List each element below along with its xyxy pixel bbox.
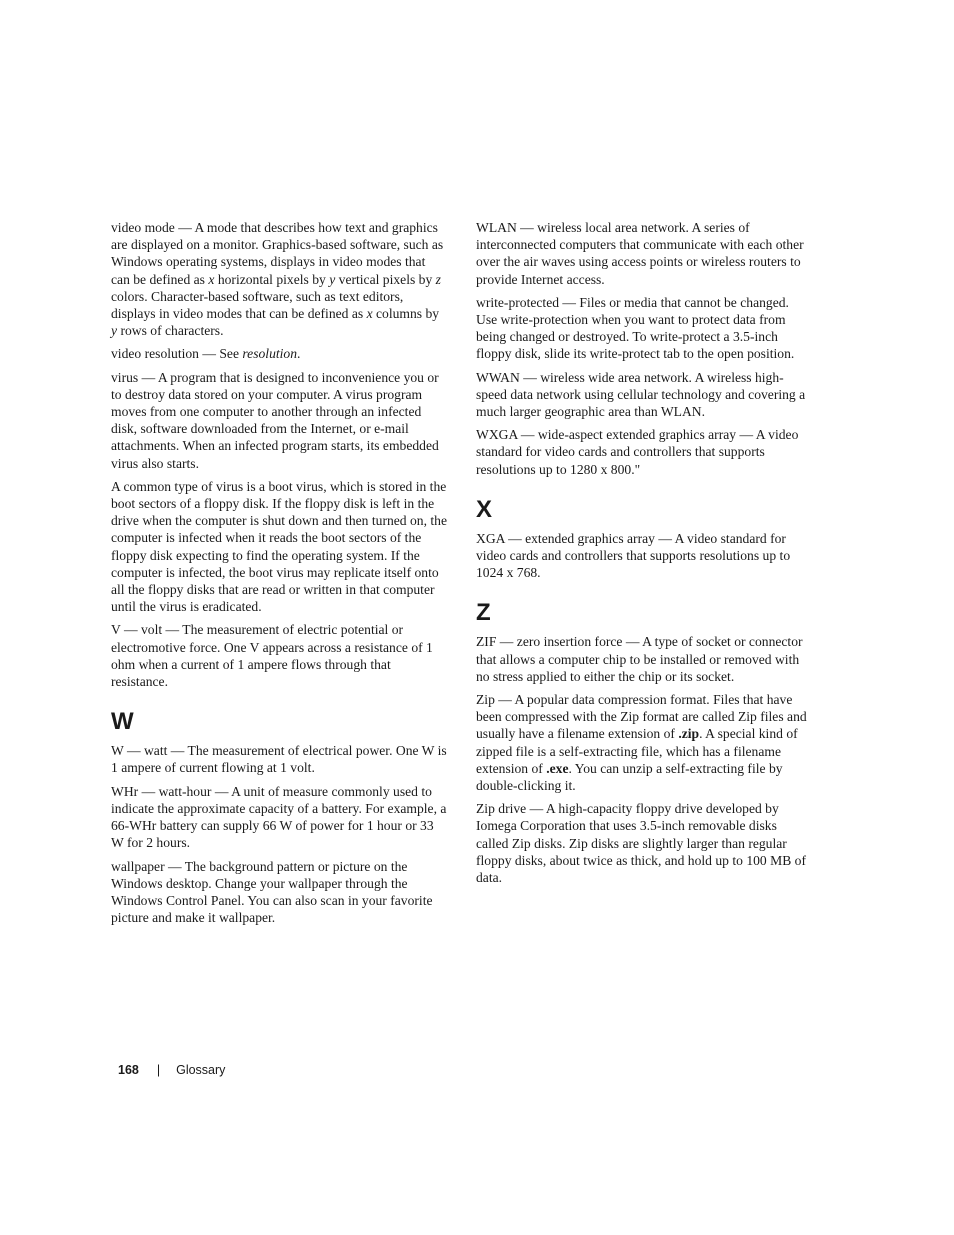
entry-zip (476, 691, 812, 794)
entry-wallpaper (111, 858, 447, 927)
footer-separator: | (156, 1063, 161, 1077)
variable-x: x (208, 271, 215, 287)
variable-z: z (435, 271, 441, 287)
entry-v (111, 621, 447, 690)
right-column (476, 219, 812, 892)
definition-text: . (297, 346, 301, 362)
entry-virus-paragraph-2: A common type of virus is a boot virus, which is stored in the boot sectors of a floppy disk. If the floppy disk is left in the drive when the computer is shut down and then turned on, the computer is infected when it reads the boot sectors of the floppy disk expecting to find the operating system. If the computer is infected, the boot virus may replicate itself onto all the floppy disks that are read or written in that computer until the virus is eradicated. (111, 478, 447, 615)
entry-whr (111, 783, 447, 852)
term-wallpaper: wallpaper (111, 858, 165, 874)
term-virus: virus (111, 369, 139, 385)
definition-text: — Files or media that cannot be changed. Use write-protection when you want to protect data from being changed or destroyed. To write-protect a 3.5-inch floppy disk, slide its write-protect tab to the open position. (476, 294, 795, 362)
file-extension-zip: .zip (678, 726, 700, 742)
file-extension-exe: .exe (546, 760, 569, 776)
term-wxga: WXGA (476, 427, 518, 443)
entry-video-mode (111, 219, 447, 339)
section-heading-w: W (111, 708, 134, 736)
definition-text: — extended graphics array — A video standard for video cards and controllers that supports resolutions up to 1024 x 768. (476, 530, 791, 581)
term-w: W (111, 743, 124, 759)
definition-text: — A program that is designed to inconvenience you or to destroy data stored on your computer. A virus program moves from one computer to another through an infected disk, software downloaded from the Internet, or e-mail attachments. When an infected program starts, its embedded virus also starts. (111, 369, 439, 471)
entry-video-resolution (111, 345, 447, 362)
definition-text: colors. Character-based software, such as text editors, displays in video modes that can be defined as (111, 288, 404, 322)
definition-text: — wireless wide area network. A wireless high-speed data network using cellular technology and covering a much larger geographic area than WLAN. (476, 369, 806, 420)
page-number: 168 (118, 1063, 139, 1077)
term-video-resolution: video resolution (111, 346, 199, 362)
variable-y: y (111, 323, 118, 339)
definition-text: — The background pattern or picture on the Windows desktop. Change your wallpaper through the Windows Control Panel. You can also scan in your favorite picture and make it wallpaper. (111, 858, 433, 926)
definition-text: — A mode that describes how text and graphics are displayed on a monitor. Graphics-based software, such as Windows operating systems, displays in video modes that can be defined as (111, 220, 444, 287)
definition-text: — wide-aspect extended graphics array — A video standard for video cards and controllers that supports resolutions up to 1280 x 800." (476, 427, 799, 477)
definition-text: — watt — The measurement of electrical power. One W is 1 ampere of current flowing at 1 volt. (111, 743, 447, 776)
definition-text: horizontal pixels by (214, 271, 330, 287)
entry-wlan (476, 219, 812, 288)
term-zip-drive: Zip drive (476, 801, 527, 817)
entry-zip-drive (476, 800, 812, 886)
variable-y: y (329, 271, 336, 287)
definition-text: — watt-hour — A unit of measure commonly used to indicate the approximate capacity of a battery. For example, a 66-WHr battery can supply 66 W of power for 1 hour or 33 W for 2 hours. (111, 783, 447, 851)
term-v: V (111, 622, 121, 638)
definition-text: rows of characters. (117, 323, 224, 339)
cross-reference: resolution (242, 346, 298, 362)
definition-text: vertical pixels by (335, 271, 436, 287)
term-xga: XGA (476, 530, 505, 546)
definition-text: — A popular data compression format. Files that have been compressed with the Zip format are called Zip files and usually have a filename extension of (476, 692, 807, 742)
entry-wxga (476, 426, 812, 478)
term-whr: WHr (111, 783, 139, 799)
entry-zif (476, 633, 812, 685)
definition-text: . You can unzip a self-extracting file by double-clicking it. (476, 760, 783, 794)
term-zif: ZIF (476, 634, 497, 650)
term-wlan: WLAN (476, 220, 517, 235)
section-heading-x: X (476, 495, 493, 523)
definition-text: — volt — The measurement of electric potential or electromotive force. One V appears across a resistance of 1 ohm when a current of 1 ampere flows through that resistance. (111, 622, 433, 690)
entry-write-protected (476, 294, 812, 363)
definition-text: — A high-capacity floppy drive developed by Iomega Corporation that uses 3.5-inch removable disks called Zip disks. Zip disks are slightly larger than regular floppy disks, about twice as thick, and hold up to 100 MB of data. (476, 801, 806, 886)
footer-section-title: Glossary (176, 1063, 226, 1077)
definition-text: — zero insertion force — A type of socket or connector that allows a computer chip to be installed or removed with no stress applied to either the chip or its socket. (476, 634, 803, 684)
term-video-mode: video mode (111, 220, 175, 235)
entry-xga (476, 530, 812, 582)
left-column (111, 219, 447, 932)
definition-text: — wireless local area network. A series of interconnected computers that communicate with each other over the air waves using access points or wireless routers to provide Internet access. (476, 220, 804, 287)
definition-text: — See (198, 346, 243, 362)
term-write-protected: write-protected (476, 294, 560, 310)
entry-virus (111, 369, 447, 472)
page-footer (118, 1061, 225, 1079)
section-heading-z: Z (476, 599, 491, 627)
term-wwan: WWAN (476, 369, 520, 385)
entry-w (111, 742, 447, 776)
entry-wwan (476, 369, 812, 421)
term-zip: Zip (476, 692, 495, 708)
variable-x: x (366, 306, 373, 322)
definition-text: . A special kind of zipped file is a self-extracting file, which has a filename extension of (476, 726, 798, 776)
definition-text: columns by (372, 306, 440, 322)
